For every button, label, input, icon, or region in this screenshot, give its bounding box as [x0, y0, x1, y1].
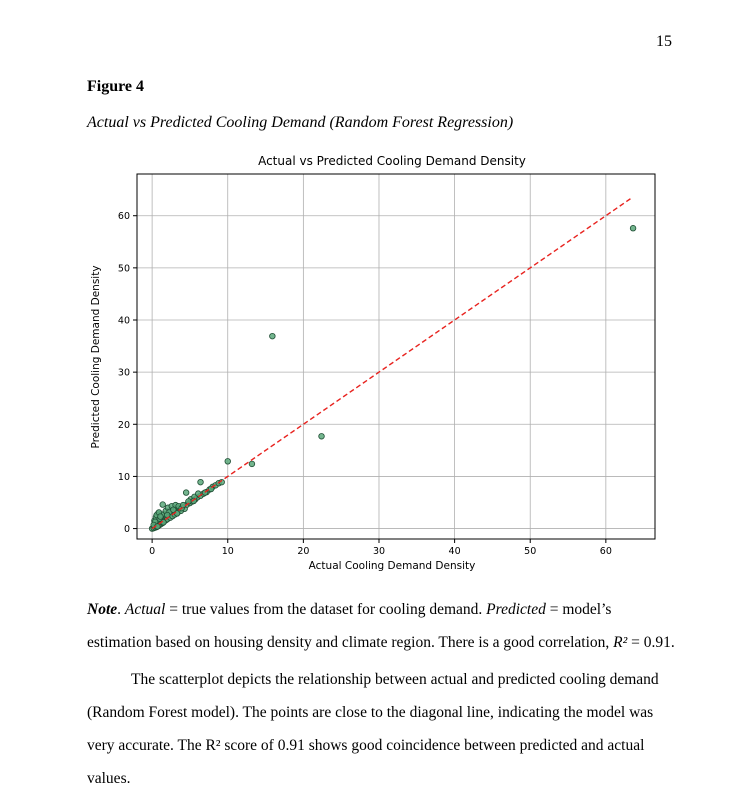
y-tick-label: 0	[123, 524, 130, 536]
x-axis-ticks	[149, 539, 612, 557]
note-r2-symbol: R²	[613, 634, 628, 651]
y-tick-label: 10	[117, 471, 130, 483]
note-predicted-term: Predicted	[486, 601, 546, 618]
x-tick-label: 30	[372, 546, 386, 557]
page-number: 15	[656, 33, 672, 50]
body-paragraph	[87, 663, 677, 795]
figure-label: Figure 4	[87, 78, 145, 95]
y-tick-label: 40	[117, 315, 130, 327]
chart-title: Actual vs Predicted Cooling Demand Density	[258, 154, 526, 168]
note-predicted-text: = model’s estimation based on housing density and climate region. There is a good correlation,	[87, 601, 614, 651]
data-point	[319, 433, 325, 439]
data-point	[160, 502, 166, 508]
scatter-chart	[85, 150, 675, 575]
x-tick-label: 20	[297, 546, 310, 557]
x-tick-label: 0	[149, 546, 156, 557]
data-point	[183, 490, 189, 496]
data-point	[225, 459, 231, 465]
note-actual-text: = true values from the dataset for cooling demand.	[165, 601, 487, 618]
y-axis-ticks	[118, 211, 137, 535]
x-tick-label: 40	[448, 546, 461, 557]
body-paragraph-text: The scatterplot depicts the relationship between actual and predicted cooling demand (Random Forest model). The points are close to the diagonal line, indicating the model was very accurate. The R² score of 0.91 shows good coincidence between predicted and actual values.	[87, 671, 659, 787]
y-tick-label: 20	[117, 419, 130, 431]
note-actual-term: Actual	[124, 601, 166, 618]
y-tick-label: 30	[117, 367, 130, 379]
note-label: Note	[87, 601, 118, 618]
note-r2-text: = 0.91.	[627, 634, 675, 651]
data-point	[270, 333, 276, 339]
y-axis-label: Predicted Cooling Demand Density	[90, 265, 102, 449]
x-tick-label: 60	[599, 546, 612, 557]
x-tick-label: 10	[221, 546, 234, 557]
x-tick-label: 50	[524, 546, 537, 557]
data-points	[149, 225, 636, 531]
data-point	[249, 461, 255, 467]
figure-title: Actual vs Predicted Cooling Demand (Random Forest Regression)	[87, 114, 514, 131]
y-tick-label: 60	[117, 211, 130, 223]
data-point	[198, 479, 204, 485]
data-point	[630, 225, 636, 231]
y-tick-label: 50	[117, 263, 130, 275]
reference-diagonal-line	[152, 197, 632, 528]
data-point	[158, 514, 164, 520]
x-axis-label: Actual Cooling Demand Density	[308, 560, 476, 572]
figure-note: Note. Actual = true values from the dataset for cooling demand. Predicted = model’s estimation based on housing density and climate region. There is a good correlation, R² = 0.91.	[87, 601, 675, 651]
